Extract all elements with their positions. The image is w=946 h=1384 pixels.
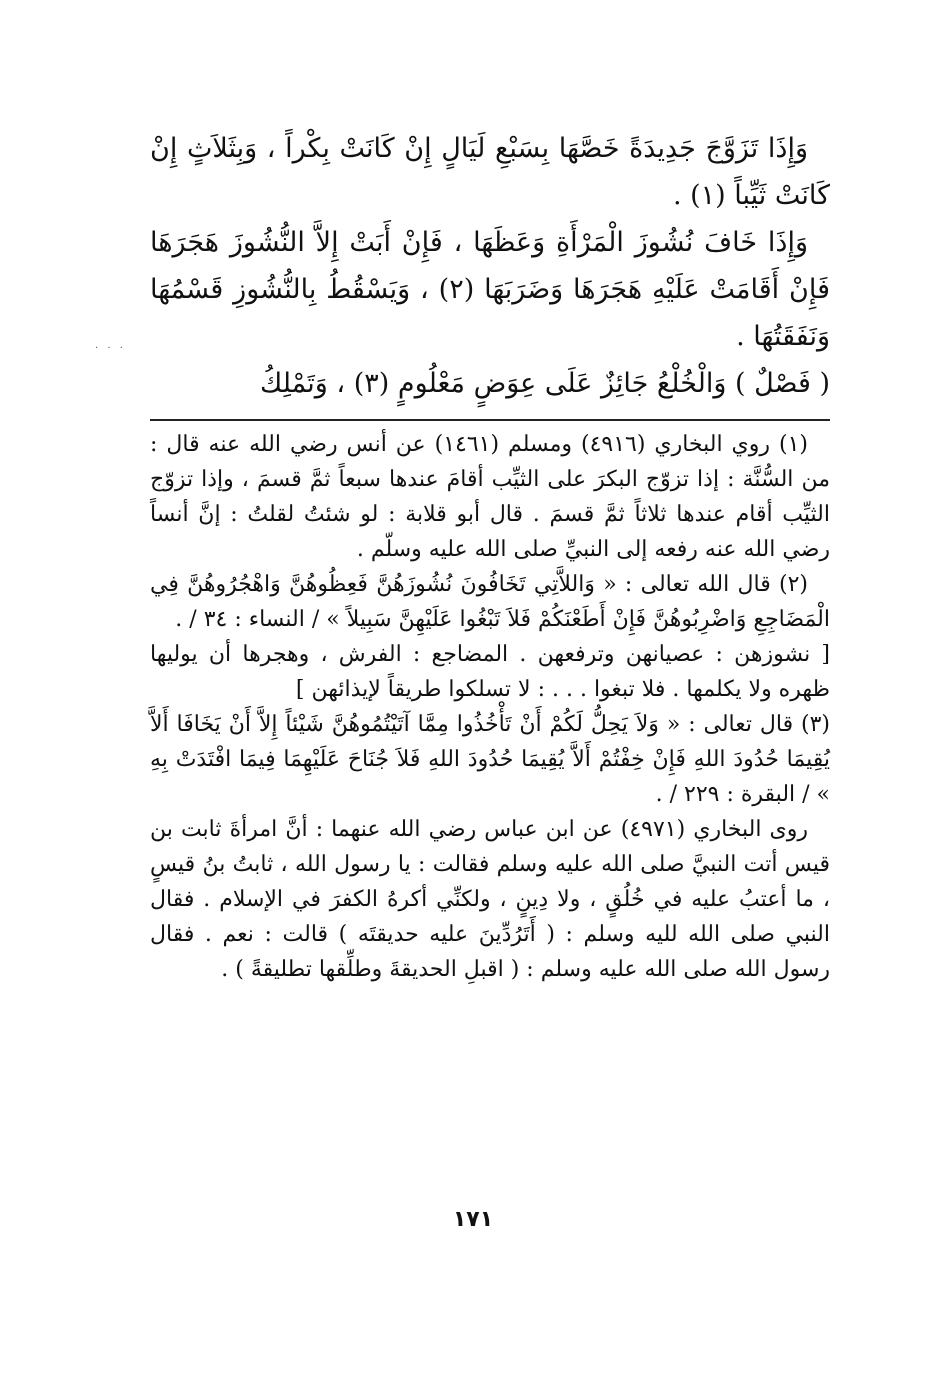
footnote-3: (٣) قال تعالى : « وَلاَ يَحِلُّ لَكُمْ أَنْ تَأْخُذُوا مِمَّا آتَيْتُمُوهُنَّ شَيْئاً إِلاَّ أَنْ يَخَافَا أَلاَّ يُقِيمَا حُدُودَ اللهِ فَإِنْ خِفْتُمْ أَلاَّ يُقِيمَا حُدُودَ اللهِ فَلاَ جُنَاحَ عَلَيْهِمَا فِيمَا افْتَدَتْ بِهِ » / البقرة : ٢٢٩ / . <box>150 712 830 807</box>
footnote-1: (١) روي البخاري (٤٩١٦) ومسلم (١٤٦١) عن أنس رضي الله عنه قال : من السُّنَّة : إذا تزوّج البكرَ على الثيِّب أقامَ عندها سبعاً ثمَّ قسمَ ، وإذا تزوّج الثيِّب أقام عندها ثلاثاً ثمَّ قسمَ . قال أبو قلابة : لو شئتُ لقلتُ : إنَّ أنساً رضي الله عنه رفعه إلى النبيِّ صلى الله عليه وسلّم . <box>150 432 830 562</box>
footnote-separator <box>150 419 830 421</box>
footnote-2: (٢) قال الله تعالى : « وَاللاَّتِي تَخَافُونَ نُشُوزَهُنَّ فَعِظُوهُنَّ وَاهْجُرُوهُنَّ فِي الْمَضَاجِعِ وَاضْرِبُوهُنَّ فَإِنْ أَطَعْنَكُمْ فَلاَ تَبْغُوا عَلَيْهِنَّ سَبِيلاً » / النساء : ٣٤ / . <box>150 572 830 632</box>
footnote-2-gloss: [ نشوزهن : عصيانهن وترفعهن . المضاجع : الفرش ، وهجرها أن يوليها ظهره ولا يكلمها . فلا تبغوا . . . : لا تسلكوا طريقاً لإيذائهن ] <box>150 642 830 702</box>
footnote-3-hadith: روى البخاري (٤٩٧١) عن ابن عباس رضي الله عنهما : أنَّ امرأةَ ثابت بن قيس أتت النبيَّ صلى الله عليه وسلم فقالت : يا رسول الله ، ثابتُ بنُ قيسٍ ، ما أعتبُ عليه في خُلُقٍ ، ولا دِينٍ ، ولكنِّي أكرهُ الكفرَ في الإسلام . فقال النبي صلى الله لليه وسلم : ( أَتَرُدِّينَ عليه حديقتَه ) قالت : نعم . فقال رسول الله صلى الله عليه وسلم : ( اقبلِ الحديقةَ وطلِّقها تطليقةً ) . <box>150 817 830 982</box>
main-paragraph-1: وَإِذَا تَزَوَّجَ جَدِيدَةً خَصَّهَا بِسَبْعِ لَيَالٍ إِنْ كَانَتْ بِكْراً ، وَبِثَلاَثٍ إِنْ كَانَتْ ثَيِّباً (١) . <box>150 133 830 211</box>
page-number: ١٧١ <box>452 1207 494 1232</box>
main-paragraph-3: ( فَصْلٌ ) وَالْخُلْعُ جَائِزٌ عَلَى عِوَضٍ مَعْلُومٍ (٣) ، وَتَمْلِكُ <box>259 368 830 399</box>
main-paragraph-2: وَإِذَا خَافَ نُشُوزَ الْمَرْأَةِ وَعَظَهَا ، فَإِنْ أَبَتْ إِلاَّ النُّشُوزَ هَجَرَهَا فَإِنْ أَقَامَتْ عَلَيْهِ هَجَرَهَا وَضَرَبَهَا (٢) ، وَيَسْقُطُ بِالنُّشُوزِ قَسْمُهَا وَنَفَقَتُهَا . <box>150 227 830 352</box>
margin-mark: . . . <box>95 340 126 351</box>
main-text <box>150 125 830 407</box>
page-body <box>150 125 830 987</box>
footnotes <box>150 427 830 987</box>
